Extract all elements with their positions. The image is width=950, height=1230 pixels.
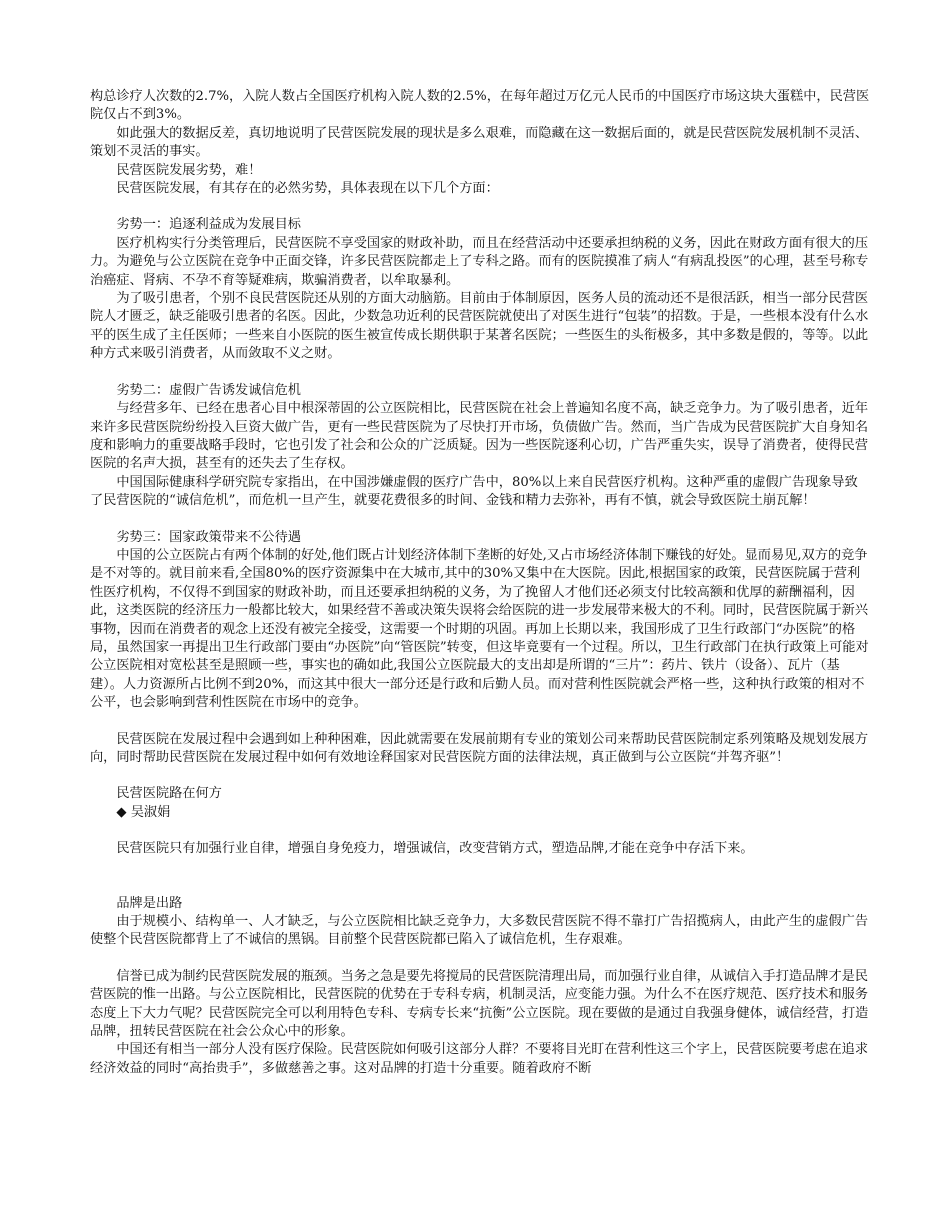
spacer — [90, 713, 870, 731]
article-summary: 民营医院只有加强行业自律，增强自身免疫力，增强诚信，改变营销方式，塑造品牌,才能在竞争中存活下来。 — [90, 841, 754, 857]
paragraph-disadvantage-2-b: 中国国际健康科学研究院专家指出，在中国涉嫌虚假的医疗广告中，80%以上来自民营医疗机构。这种严重的虚假广告现象导致了民营医院的“诚信危机”，而危机一旦产生，就要花费很多的时间、金钱和精力去弥补，再有不慎，就会导致医院土崩瓦解！ — [90, 474, 858, 509]
spacer — [90, 767, 870, 785]
paragraph-disadvantages-intro: 民营医院发展，有其存在的必然劣势，具体表现在以下几个方面： — [90, 181, 499, 197]
section-heading-disadvantages: 民营医院发展劣势，难！ — [90, 162, 262, 178]
paragraph-intro-stats: 构总诊疗人次数的2.7%，入院人数占全国医疗机构入院人数的2.5%，在每年超过万亿元人民币的中国医疗市场这块大蛋糕中，民营医院仅占不到3%。 — [90, 89, 870, 123]
paragraph-disadvantage-1-b: 为了吸引患者，个别不良民营医院还从别的方面大动脑筋。目前由于体制原因，医务人员的流动还不是很活跃，相当一部分民营医院人才匮乏，缺乏能吸引患者的名医。因此，少数急功近利的民营医院就使出了对医生进行“包装”的招数。于是，一些根本没有什么水平的医生成了主任医师；一些来自小医院的医生被宣传成长期供职于某著名医院；一些医生的头衔极多，其中多数是假的，等等。以此种方式来吸引消费者，从而敛取不义之财。 — [90, 291, 869, 362]
article-author: ◆ 吴淑娟 — [90, 804, 171, 820]
article-title: 民营医院路在何方 — [90, 786, 222, 802]
spacer — [90, 198, 870, 216]
paragraph-brand-b: 信誉已成为制约民营医院发展的瓶颈。当务之急是要先将搅局的民营医院清理出局，而加强行业自律，从诚信入手打造品牌才是民营医院的惟一出路。与公立医院相比，民营医院的优势在于专科专病，机制灵活，应变能力强。为什么不在医疗规范、医疗技术和服务态度上下大力气呢？民营医院完全可以利用特色专科、专病专长来“抗衡”公立医院。现在要做的是通过自我强身健体，诚信经营，打造品牌，扭转民营医院在社会公众心中的形象。 — [90, 968, 869, 1040]
paragraph-disadvantage-3: 中国的公立医院占有两个体制的好处,他们既占计划经济体制下垄断的好处,又占市场经济体制下赚钱的好处。显而易见,双方的竞争是不对等的。就目前来看,全国80%的医疗资源集中在大城市,其中的30%又集中在大医院。因此,根据国家的政策，民营医院属于营利性医疗机构，不仅得不到国家的财政补助，而且还要承担纳税的义务，为了挽留人才他们还必须支付比较高额和优厚的薪酬福利，因此，这类医院的经济压力一般都比较大，如果经营不善或决策失误将会给医院的进一步发展带来极大的不利。同时，民营医院属于新兴事物，因而在消费者的观念上还没有被完全接受，这需要一个时期的巩固。再加上长期以来，我国形成了卫生行政部门“办医院”的格局，虽然国家一再提出卫生行政部门要由“办医院”向“管医院”转变，但这毕竟要有一个过程。所以，卫生行政部门在执行政策上可能对公立医院相对宽松甚至是照顾一些，事实也的确如此,我国公立医院最大的支出却是所谓的“三片”：药片、铁片（设备）、瓦片（基建）。人力资源所占比例不到20%，而这其中很大一部分还是行政和后勤人员。而对营利性医院就会严格一些，这种执行政策的相对不公平，也会影响到营利性医院在市场中的竞争。 — [90, 547, 869, 711]
spacer — [90, 511, 870, 529]
spacer — [90, 950, 870, 968]
paragraph-brand-a: 由于规模小、结构单一、人才缺乏，与公立医院相比缺乏竞争力，大多数民营医院不得不靠打广告招揽病人，由此产生的虚假广告使整个民营医院都背上了不诚信的黑锅。目前整个民营医院都已陷入了诚信危机，生存艰难。 — [90, 914, 869, 948]
spacer — [90, 822, 870, 840]
spacer — [90, 364, 870, 382]
paragraph-disadvantage-2-a: 与经营多年、已经在患者心目中根深蒂固的公立医院相比，民营医院在社会上普遍知名度不高，缺乏竞争力。为了吸引患者，近年来许多民营医院纷纷投入巨资大做广告，更有一些民营医院为了尽快打开市场，负债做广告。然而，当广告成为民营医院扩大自身知名度和影响力的重要战略手段时，它也引发了社会和公众的广泛质疑。因为一些医院逐利心切，广告严重失实，误导了消费者，使得民营医院的名声大损，甚至有的还失去了生存权。 — [90, 401, 869, 472]
heading-brand: 品牌是出路 — [90, 895, 183, 911]
paragraph-disadvantage-1-a: 医疗机构实行分类管理后，民营医院不享受国家的财政补助，而且在经营活动中还要承担纳税的义务，因此在财政方面有很大的压力。为避免与公立医院在竞争中正面交锋，许多民营医院都走上了专科之路。而有的医院摸准了病人“有病乱投医”的心理，甚至号称专治癌症、肾病、不孕不育等疑难病，欺骗消费者，以牟取暴利。 — [90, 235, 869, 288]
paragraph-conclusion: 民营医院在发展过程中会遇到如上种种困难，因此就需要在发展前期有专业的策划公司来帮助民营医院制定系列策略及规划发展方向，同时帮助民营医院在发展过程中如何有效地诠释国家对民营医院方面的法律法规，真正做到与公立医院“并驾齐驱”！ — [90, 731, 869, 765]
heading-disadvantage-2: 劣势二：虚假广告诱发诚信危机 — [90, 382, 301, 398]
paragraph-data-contrast: 如此强大的数据反差，真切地说明了民营医院发展的现状是多么艰难，而隐藏在这一数据后面的，就是民营医院发展机制不灵活、策划不灵活的事实。 — [90, 125, 869, 160]
heading-disadvantage-1: 劣势一：追逐利益成为发展目标 — [90, 217, 301, 233]
spacer — [90, 859, 870, 895]
paragraph-brand-c: 中国还有相当一部分人没有医疗保险。民营医院如何吸引这部分人群？不要将目光盯在营利性这三个字上，民营医院要考虑在追求经济效益的同时“高抬贵手”，多做慈善之事。这对品牌的打造十分重要。随着政府不断 — [90, 1042, 869, 1076]
document-body — [90, 88, 870, 1078]
heading-disadvantage-3: 劣势三：国家政策带来不公待遇 — [90, 529, 301, 545]
